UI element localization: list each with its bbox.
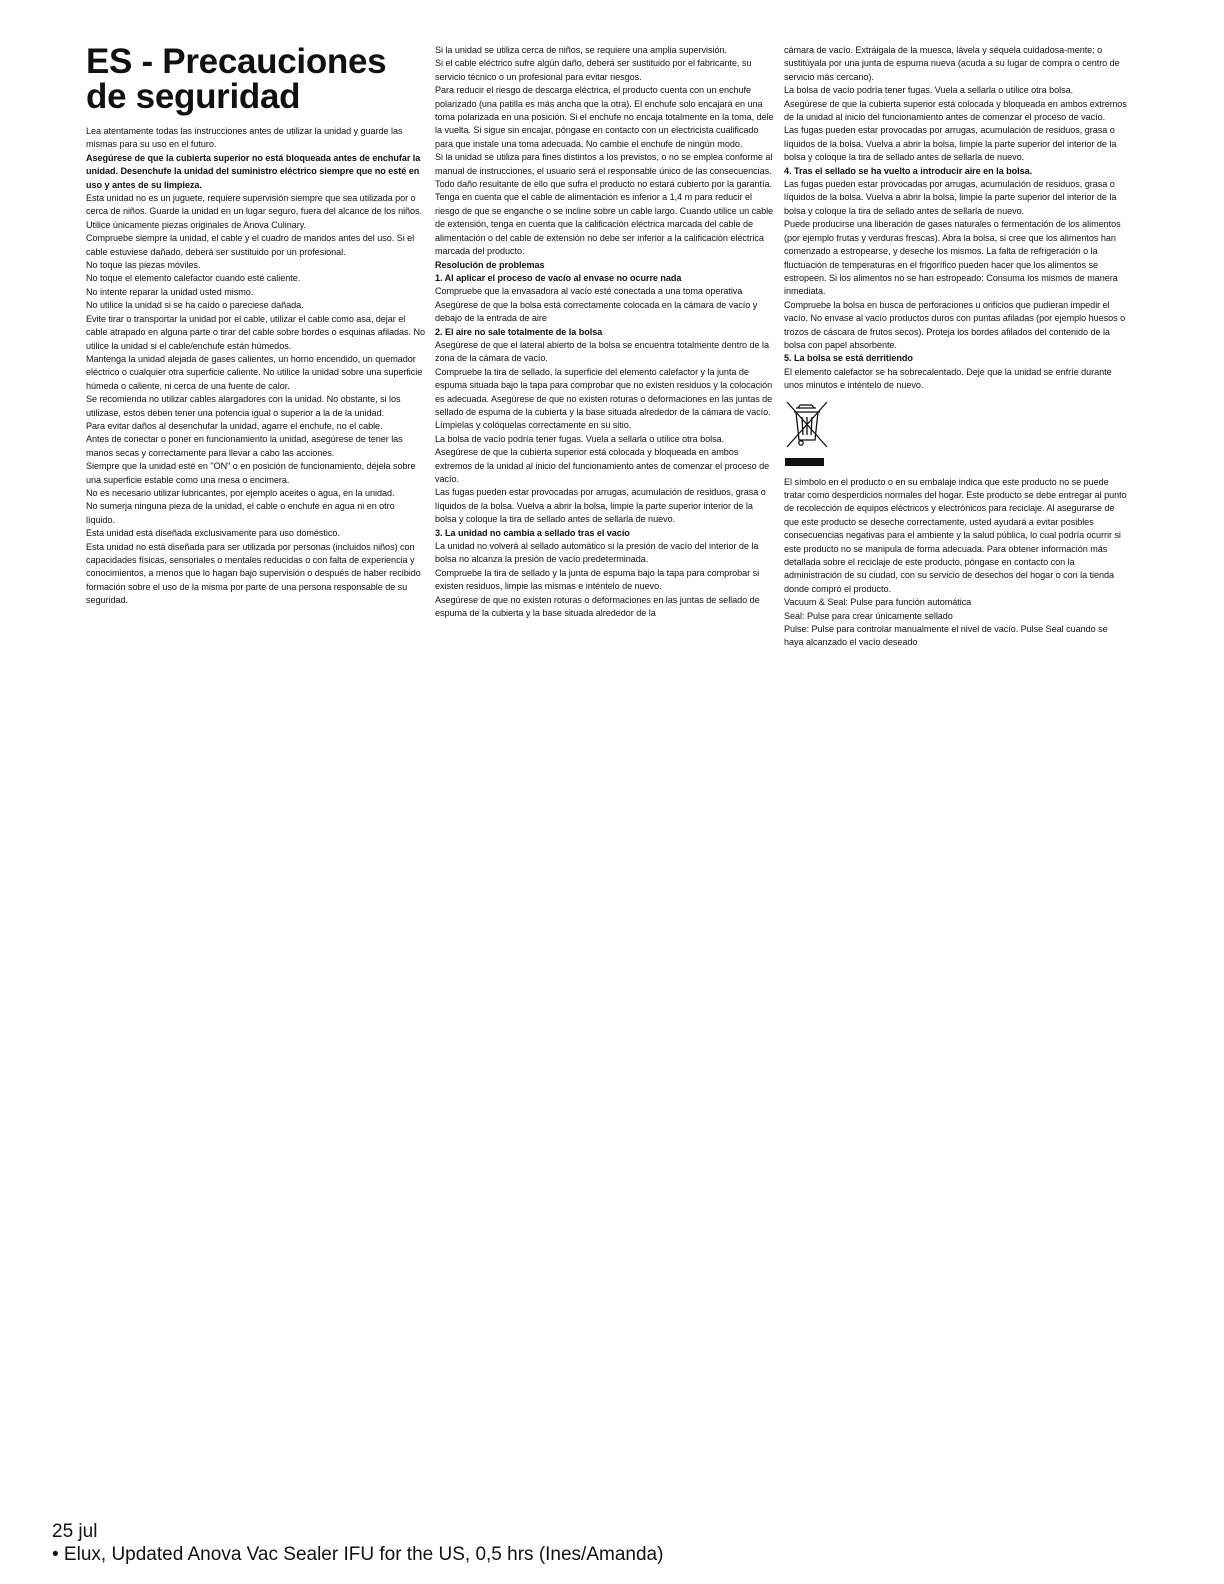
- paragraph: 3. La unidad no cambia a sellado tras el vacío: [435, 527, 630, 538]
- paragraph: Si la unidad se utiliza para fines distintos a los previstos, o no se emplea conforme al manual de instrucciones, el usuario será el responsable único de las consecuencias. Todo daño resultante de ello que sufra el producto no estará cubierto por la garantía.: [435, 152, 773, 190]
- paragraph: La bolsa de vacío podría tener fugas. Vuela a sellarla o utilice otra bolsa.: [435, 433, 725, 444]
- paragraph: 2. El aire no sale totalmente de la bolsa: [435, 326, 603, 337]
- column-2-text: [435, 44, 775, 620]
- paragraph: Puede producirse una liberación de gases naturales o fermentación de los alimentos (por ejemplo frutas y verduras frescas). Abra la bolsa, si cree que los alimentos han comenzado a estropearse, y deseche los mismos. La falta de refrigeración o la fluctuación de temperaturas en el frigorífico pueden hacer que los alimentos se estropeen. Si los alimentos no se han estropeado: Consuma los mismos de manera inmediata.: [784, 219, 1121, 297]
- paragraph: 5. La bolsa se está derritiendo: [784, 353, 913, 364]
- column-1-text: [86, 125, 426, 608]
- paragraph: Utilice únicamente piezas originales de Anova Culinary.: [86, 219, 306, 230]
- column-3-text-bottom: [784, 476, 1129, 650]
- crossed-out-wheelie-bin-icon: [784, 400, 830, 468]
- paragraph: La bolsa de vacío podría tener fugas. Vuela a sellarla o utilice otra bolsa.: [784, 85, 1074, 96]
- paragraph: Las fugas pueden estar provocadas por arrugas, acumulación de residuos, grasa o líquidos de la bolsa. Vuelva a abrir la bolsa, limpie la parte superior del interior de la bolsa y coloque la tira de sellado antes de sellarla de nuevo.: [784, 125, 1117, 163]
- paragraph: El símbolo en el producto o en su embalaje indica que este producto no se puede tratar como desperdicios normales del hogar. Este producto se debe entregar al punto de recolección de equipos eléctricos y electrónicos para reciclaje. Al asegurarse de que este producto se deseche correctamente, usted ayudará a evitar posibles consecuencias negativas para el ambiente y la salud pública, lo cual podría ocurrir si este producto no se manipula de forma adecuada. Para obtener información más detallada sobre el reciclaje de este producto, póngase en contacto con la administración de su ciudad, con su servicio de desechos del hogar o con la tienda donde compró el producto.: [784, 476, 1127, 594]
- paragraph: Siempre que la unidad esté en "ON" o en posición de funcionamiento, déjela sobre una superficie estable como una mesa o encimera.: [86, 461, 416, 485]
- paragraph: Esta unidad está diseñada exclusivamente para uso doméstico.: [86, 528, 340, 539]
- paragraph: Compruebe la bolsa en busca de perforaciones u orificios que pudieran impedir el vacío. No envase al vacío productos duros con puntas afiladas (por ejemplo huesos o trozos de cáscara de frutos secos). Proteja los bordes afilados del contenido de la bolsa con papel absorbente.: [784, 299, 1126, 350]
- paragraph: Resolución de problemas: [435, 259, 545, 270]
- paragraph: 4. Tras el sellado se ha vuelto a introducir aire en la bolsa.: [784, 165, 1033, 176]
- paragraph: Compruebe la tira de sellado y la junta de espuma bajo la tapa para comprobar si existen residuos, limpie las mismas e inténtelo de nuevo.: [435, 567, 760, 592]
- paragraph: Si la unidad se utiliza cerca de niños, se requiere una amplia supervisión.: [435, 45, 727, 55]
- paragraph: Para reducir el riesgo de descarga eléctrica, el producto cuenta con un enchufe polarizado (una patilla es más ancha que la otra). El enchufe solo encajará en una toma polarizada en una posición. Si el enchufe no encaja totalmente en la toma, dele la vuelta. Si sigue sin encajar, póngase en contacto con un electricista cualificado para que instale una toma adecuada. No cambie el enchufe de ningún modo.: [435, 85, 774, 149]
- paragraph: No sumerja ninguna pieza de la unidad, el cable o enchufe en agua ni en otro líquido.: [86, 501, 395, 525]
- paragraph: Evite tirar o transportar la unidad por el cable, utilizar el cable como asa, dejar el cable atrapado en alguna parte o tirar del cable sobre bordes o esquinas afiladas. No utilice la unidad si el cable/enchufe están húmedos.: [86, 313, 426, 351]
- paragraph: Asegúrese de que la cubierta superior está colocada y bloqueada en ambos extremos de la unidad al inicio del funcionamiento antes de comenzar el proceso de vacío.: [784, 98, 1127, 123]
- page-title: ES - Precauciones de seguridad: [86, 42, 387, 116]
- column-2: [435, 44, 775, 620]
- paragraph: Las fugas pueden estar provocadas por arrugas, acumulación de residuos, grasa o líquidos de la bolsa. Vuelva a abrir la bolsa, limpie la parte superior interior de la bolsa y coloque la tira de sellado antes de sellarla de nuevo.: [435, 487, 766, 525]
- paragraph: Asegúrese de que la cubierta superior está colocada y bloqueada en ambos extremos de la unidad al inicio del funcionamiento antes de comenzar el proceso de vacío.: [435, 447, 770, 484]
- paragraph: Se recomienda no utilizar cables alargadores con la unidad. No obstante, si los utilizase, estos deben tener una potencia igual o superior a la de la unidad.: [86, 394, 401, 418]
- paragraph: Antes de conectar o poner en funcionamiento la unidad, asegúrese de tener las manos secas y correctamente para llevar a cabo las acciones.: [86, 434, 403, 458]
- paragraph: No es necesario utilizar lubricantes, por ejemplo aceites o agua, en la unidad.: [86, 487, 395, 498]
- paragraph: No toque las piezas móviles.: [86, 260, 201, 271]
- paragraph: El elemento calefactor se ha sobrecalentado. Deje que la unidad se enfríe durante unos minutos e inténtelo de nuevo.: [784, 366, 1112, 391]
- paragraph: Asegúrese de que el lateral abierto de la bolsa se encuentra totalmente dentro de la zona de la cámara de vacío.: [435, 339, 770, 364]
- paragraph: cámara de vacío. Extráigala de la muesca, lávela y séquela cuidadosa-mente; o sustitúyala por una junta de espuma nueva (acuda a su lugar de compra o centro de servicio más cercano).: [784, 45, 1120, 82]
- column-3: [784, 44, 1129, 650]
- paragraph: La unidad no volverá al sellado automático si la presión de vacío del interior de la bolsa no alcanza la presión de vacío predeterminada.: [435, 541, 759, 565]
- paragraph: Asegúrese de que la bolsa está correctamente colocada en la cámara de vacío y debajo de la entrada de aire: [435, 299, 758, 324]
- paragraph: Asegúrese de que la cubierta superior no está bloqueada antes de enchufar la unidad. Desenchufe la unidad del suministro eléctrico siempre que no esté en uso y antes de su limpieza.: [86, 152, 421, 190]
- paragraph: Lea atentamente todas las instrucciones antes de utilizar la unidad y guarde las mismas para su uso en el futuro.: [86, 126, 403, 150]
- paragraph: Tenga en cuenta que el cable de alimentación es inferior a 1,4 m para reducir el riesgo de que se enganche o se incline sobre un cable largo. Cuando utilice un cable de extensión, tenga en cuenta que la calificación eléctrica marcada del cable de alimentación o del cable de extensión no debe ser inferior a la calificación eléctrica marcada del producto.: [435, 192, 774, 257]
- paragraph: Para evitar daños al desenchufar la unidad, agarre el enchufe, no el cable.: [86, 420, 383, 431]
- column-3-text-top: [784, 44, 1129, 393]
- paragraph: Compruebe la tira de sellado, la superficie del elemento calefactor y la junta de espuma situada bajo la tapa para comprobar que no existen residuos y la colocación es adecuada. Asegúrese de que no existen roturas o deformaciones en las juntas de sellado de espuma de la cubierta y la base situada alrededor de la cámara de vacío. Límpielas y colóquelas correctamente en su sitio.: [435, 366, 773, 431]
- paragraph: Vacuum & Seal: Pulse para función automática: [784, 597, 972, 608]
- paragraph: No intente reparar la unidad usted mismo.: [86, 286, 254, 297]
- footer-note: • Elux, Updated Anova Vac Sealer IFU for the US, 0,5 hrs (Ines/Amanda): [52, 1544, 664, 1565]
- paragraph: No toque el elemento calefactor cuando esté caliente.: [86, 273, 301, 284]
- paragraph: No utilice la unidad si se ha caído o pareciese dañada.: [86, 300, 304, 311]
- paragraph: Si el cable eléctrico sufre algún daño, deberá ser sustituido por el fabricante, su servicio técnico o un profesional para evitar riesgos.: [435, 58, 752, 82]
- paragraph: Seal: Pulse para crear únicamente sellado: [784, 610, 953, 621]
- paragraph: 1. Al aplicar el proceso de vacío al envase no ocurre nada: [435, 272, 682, 283]
- paragraph: Mantenga la unidad alejada de gases calientes, un horno encendido, un quemador eléctrico o cualquier otra superficie caliente. No utilice la unidad sobre una superficie húmeda o caliente, ni cerca de una fuente de calor.: [86, 353, 423, 391]
- column-1: [86, 44, 426, 608]
- paragraph: Esta unidad no está diseñada para ser utilizada por personas (incluidos niños) con capacidades físicas, sensoriales o mentales reducidas o con falta de experiencia y conocimientos, a menos que lo hagan bajo supervisión o después de haber recibido formación sobre el uso de la misma por parte de una persona responsable de su seguridad.: [86, 541, 421, 606]
- paragraph: Pulse: Pulse para controlar manualmente el nivel de vacío. Pulse Seal cuando se haya alcanzado el vacío deseado: [784, 624, 1108, 648]
- paragraph: Las fugas pueden estar provocadas por arrugas, acumulación de residuos, grasa o líquidos de la bolsa. Vuelva a abrir la bolsa, limpie la parte superior del interior de la bolsa y coloque la tira de sellado antes de sellarla de nuevo.: [784, 179, 1117, 216]
- paragraph: Compruebe siempre la unidad, el cable y el cuadro de mandos antes del uso. Si el cable estuviese dañado, deberá ser sustituido por un profesional.: [86, 233, 415, 257]
- paragraph: Asegúrese de que no existen roturas o deformaciones en las juntas de sellado de espuma de la cubierta y la base situada alrededor de la: [435, 594, 760, 619]
- paragraph: Compruebe que la envasadora al vacío esté conectada a una toma operativa: [435, 286, 743, 297]
- footer-date: 25 jul: [52, 1521, 98, 1542]
- paragraph: Esta unidad no es un juguete, requiere supervisión siempre que sea utilizada por o cerca de niños. Guarde la unidad en un lugar seguro, fuera del alcance de los niños.: [86, 193, 423, 217]
